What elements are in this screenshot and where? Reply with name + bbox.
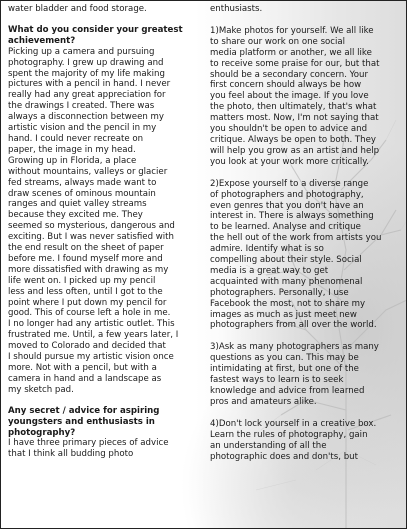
advice-item-3: 3)Ask as many photographers as many questions as you can. This may be intimidating at first, but one of the fastest ways to learn is to seek knowledge and advice from learned pros and amateurs alike. [210,342,379,407]
continued-text: water bladder and food storage. [8,4,147,14]
answer-greatest-achievement: Picking up a camera and pursuing photography. I grew up drawing and spent the majority of my life making pictures with a pencil in hand. I never really had any great appreciation for the drawings I created. There was always a disconnection between my artistic vision and the pencil in my hand. I could never recreate on paper, the image in my head. Growing up in Florida, a place without mountains, valleys or glacier fed streams, always made want to draw scenes of ominous mountain ranges and quiet valley streams because they excited me. They seemed so mysterious, dangerous and exciting. But I was never satisfied with the end result on the sheet of paper before me. I found myself more and more dissatisfied with drawing as my life went on. I picked up my pencil less and less often, until I got to the point where I put down my pencil for good. This of course left a hole in me. I no longer had any artistic outlet. This frustrated me. Until, a few years later, I moved to Colorado and decided that I should pursue my artistic vision once more. Not with a pencil, but with a camera in hand and a landscape as my sketch pad. [8,46,179,395]
answer-advice-intro: I have three primary pieces of advice that I think all budding photo [8,438,169,460]
left-column [8,4,198,460]
advice-item-1: 1)Make photos for yourself. We all like to share our work on one social media platform or another, we all like to receive some praise for our, but that should be a secondary concern. Your first concern should always be how you feel about the image. If you love the photo, then ultimately, that's what matters most. Now, I'm not saying that you shouldn't be open to advice and critique. Always be open to both. They will help you grow as an artist and help you look at your work more critically. [210,25,380,167]
question-advice: Any secret / advice for aspiring youngsters and enthusiasts in photography? [8,405,160,438]
question-greatest-achievement: What do you consider your greatest achievement? [8,24,183,46]
continued-text: enthusiasts. [210,4,263,14]
advice-item-4: 4)Don't lock yourself in a creative box. Learn the rules of photography, gain an understanding of all the photographic does and don'ts, but [210,418,377,462]
right-column [210,4,402,462]
advice-item-2: 2)Expose yourself to a diverse range of photographers and photography, even genres that you don't have an interest in. There is always something to be learned. Analyse and critique the hell out of the work from artists you admire. Identify what is so compelling about their style. Social media is a great way to get acquainted with many phenomenal photographers. Personally, I use Facebook the most, not to share my images as much as just meet new photographers from all over the world. [210,178,382,331]
